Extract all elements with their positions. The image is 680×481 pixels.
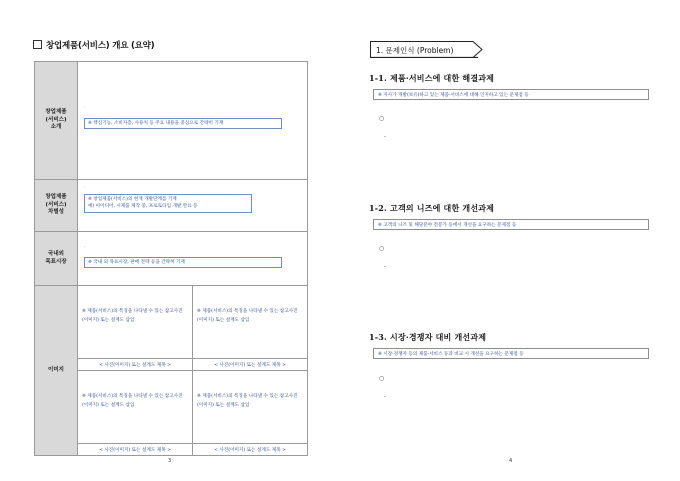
image-caption[interactable]: < 사진(이미지) 또는 설계도 제목 >	[78, 444, 193, 456]
bullet-circle[interactable]: ○	[379, 375, 385, 382]
content-diff[interactable]: · ※ 창업제품(서비스)의 현재 개발단계를 기재 예) 아이디어, 시제품 제작 중, 프로토타입 개발 완료 등	[78, 180, 308, 232]
bullet-circle[interactable]: ○	[379, 115, 385, 122]
guide-note: ※ 국내 외 목표시장, 판매 전략 등을 간략히 기재	[84, 257, 282, 268]
bullet-dash[interactable]: -	[384, 264, 386, 270]
overview-title: 창업제품(서비스) 개요 (요약)	[33, 39, 154, 51]
row-image-1	[35, 286, 308, 359]
bullet-dash[interactable]: -	[384, 394, 386, 400]
image-placeholder[interactable]: ※ 제품(서비스)의 특징을 나타낼 수 있는 참고사진(이미지) 또는 설계도 삽입	[193, 286, 308, 359]
bullet-circle[interactable]: ○	[379, 245, 385, 252]
content-market[interactable]: · ※ 국내 외 목표시장, 판매 전략 등을 간략히 기재	[78, 232, 308, 286]
image-caption[interactable]: < 사진(이미지) 또는 설계도 제목 >	[193, 359, 308, 371]
section-title: 1-3. 시장·경쟁자 대비 개선과제	[369, 332, 487, 342]
section-header-tab	[370, 41, 483, 58]
content-intro[interactable]: · ※ 핵심기능, 소비자층, 사용처 등 주요 내용을 중심으로 간략히 기재	[78, 62, 308, 180]
guide-note: ※ 창업제품(서비스)의 현재 개발단계를 기재 예) 아이디어, 시제품 제작 중, 프로토타입 개발 완료 등	[84, 194, 252, 213]
guide-note: ※ 고객의 니즈 및 해당분야 전문가 등에서 개선을 요구하는 문제점 등	[373, 219, 649, 230]
image-caption[interactable]: < 사진(이미지) 또는 설계도 제목 >	[193, 444, 308, 456]
image-placeholder[interactable]: ※ 제품(서비스)의 특징을 나타낼 수 있는 참고사진(이미지) 또는 설계도 삽입	[78, 286, 193, 359]
bullet-dash[interactable]: -	[384, 134, 386, 140]
guide-note: ※ 시장·경쟁자 등의 제품·서비스 등과 비교 시 개선을 요구하는 문제점 등	[373, 348, 649, 359]
image-caption[interactable]: < 사진(이미지) 또는 설계도 제목 >	[78, 359, 193, 371]
page-number: 4	[509, 458, 513, 464]
image-placeholder[interactable]: ※ 제품(서비스)의 특징을 나타낼 수 있는 참고사진(이미지) 또는 설계도 삽입	[193, 371, 308, 444]
section-header-label: 1. 문제인식 (Problem)	[376, 46, 454, 55]
section-title: 1-1. 제품·서비스에 대한 해결과제	[369, 73, 495, 83]
section-title: 1-2. 고객의 니즈에 대한 개선과제	[369, 203, 495, 213]
guide-note: ※ 자사가 개발(보유)하고 있는 제품·서비스에 대해 인지하고 있는 문제점 등	[373, 89, 649, 100]
overview-table	[34, 61, 308, 456]
row-intro	[35, 62, 308, 180]
image-placeholder[interactable]: ※ 제품(서비스)의 특징을 나타낼 수 있는 참고사진(이미지) 또는 설계도 삽입	[78, 371, 193, 444]
label-market: 국내외 목표시장	[35, 232, 78, 286]
page-number: 3	[168, 458, 172, 464]
label-intro: 창업제품 (서비스) 소개	[35, 62, 78, 180]
page-right	[340, 0, 680, 481]
row-market	[35, 232, 308, 286]
label-diff: 창업제품 (서비스) 차별성	[35, 180, 78, 232]
row-diff	[35, 180, 308, 232]
checkbox-square-icon	[33, 40, 42, 49]
guide-note: ※ 핵심기능, 소비자층, 사용처 등 주요 내용을 중심으로 간략히 기재	[84, 118, 282, 129]
label-image: 이미지	[35, 286, 78, 456]
